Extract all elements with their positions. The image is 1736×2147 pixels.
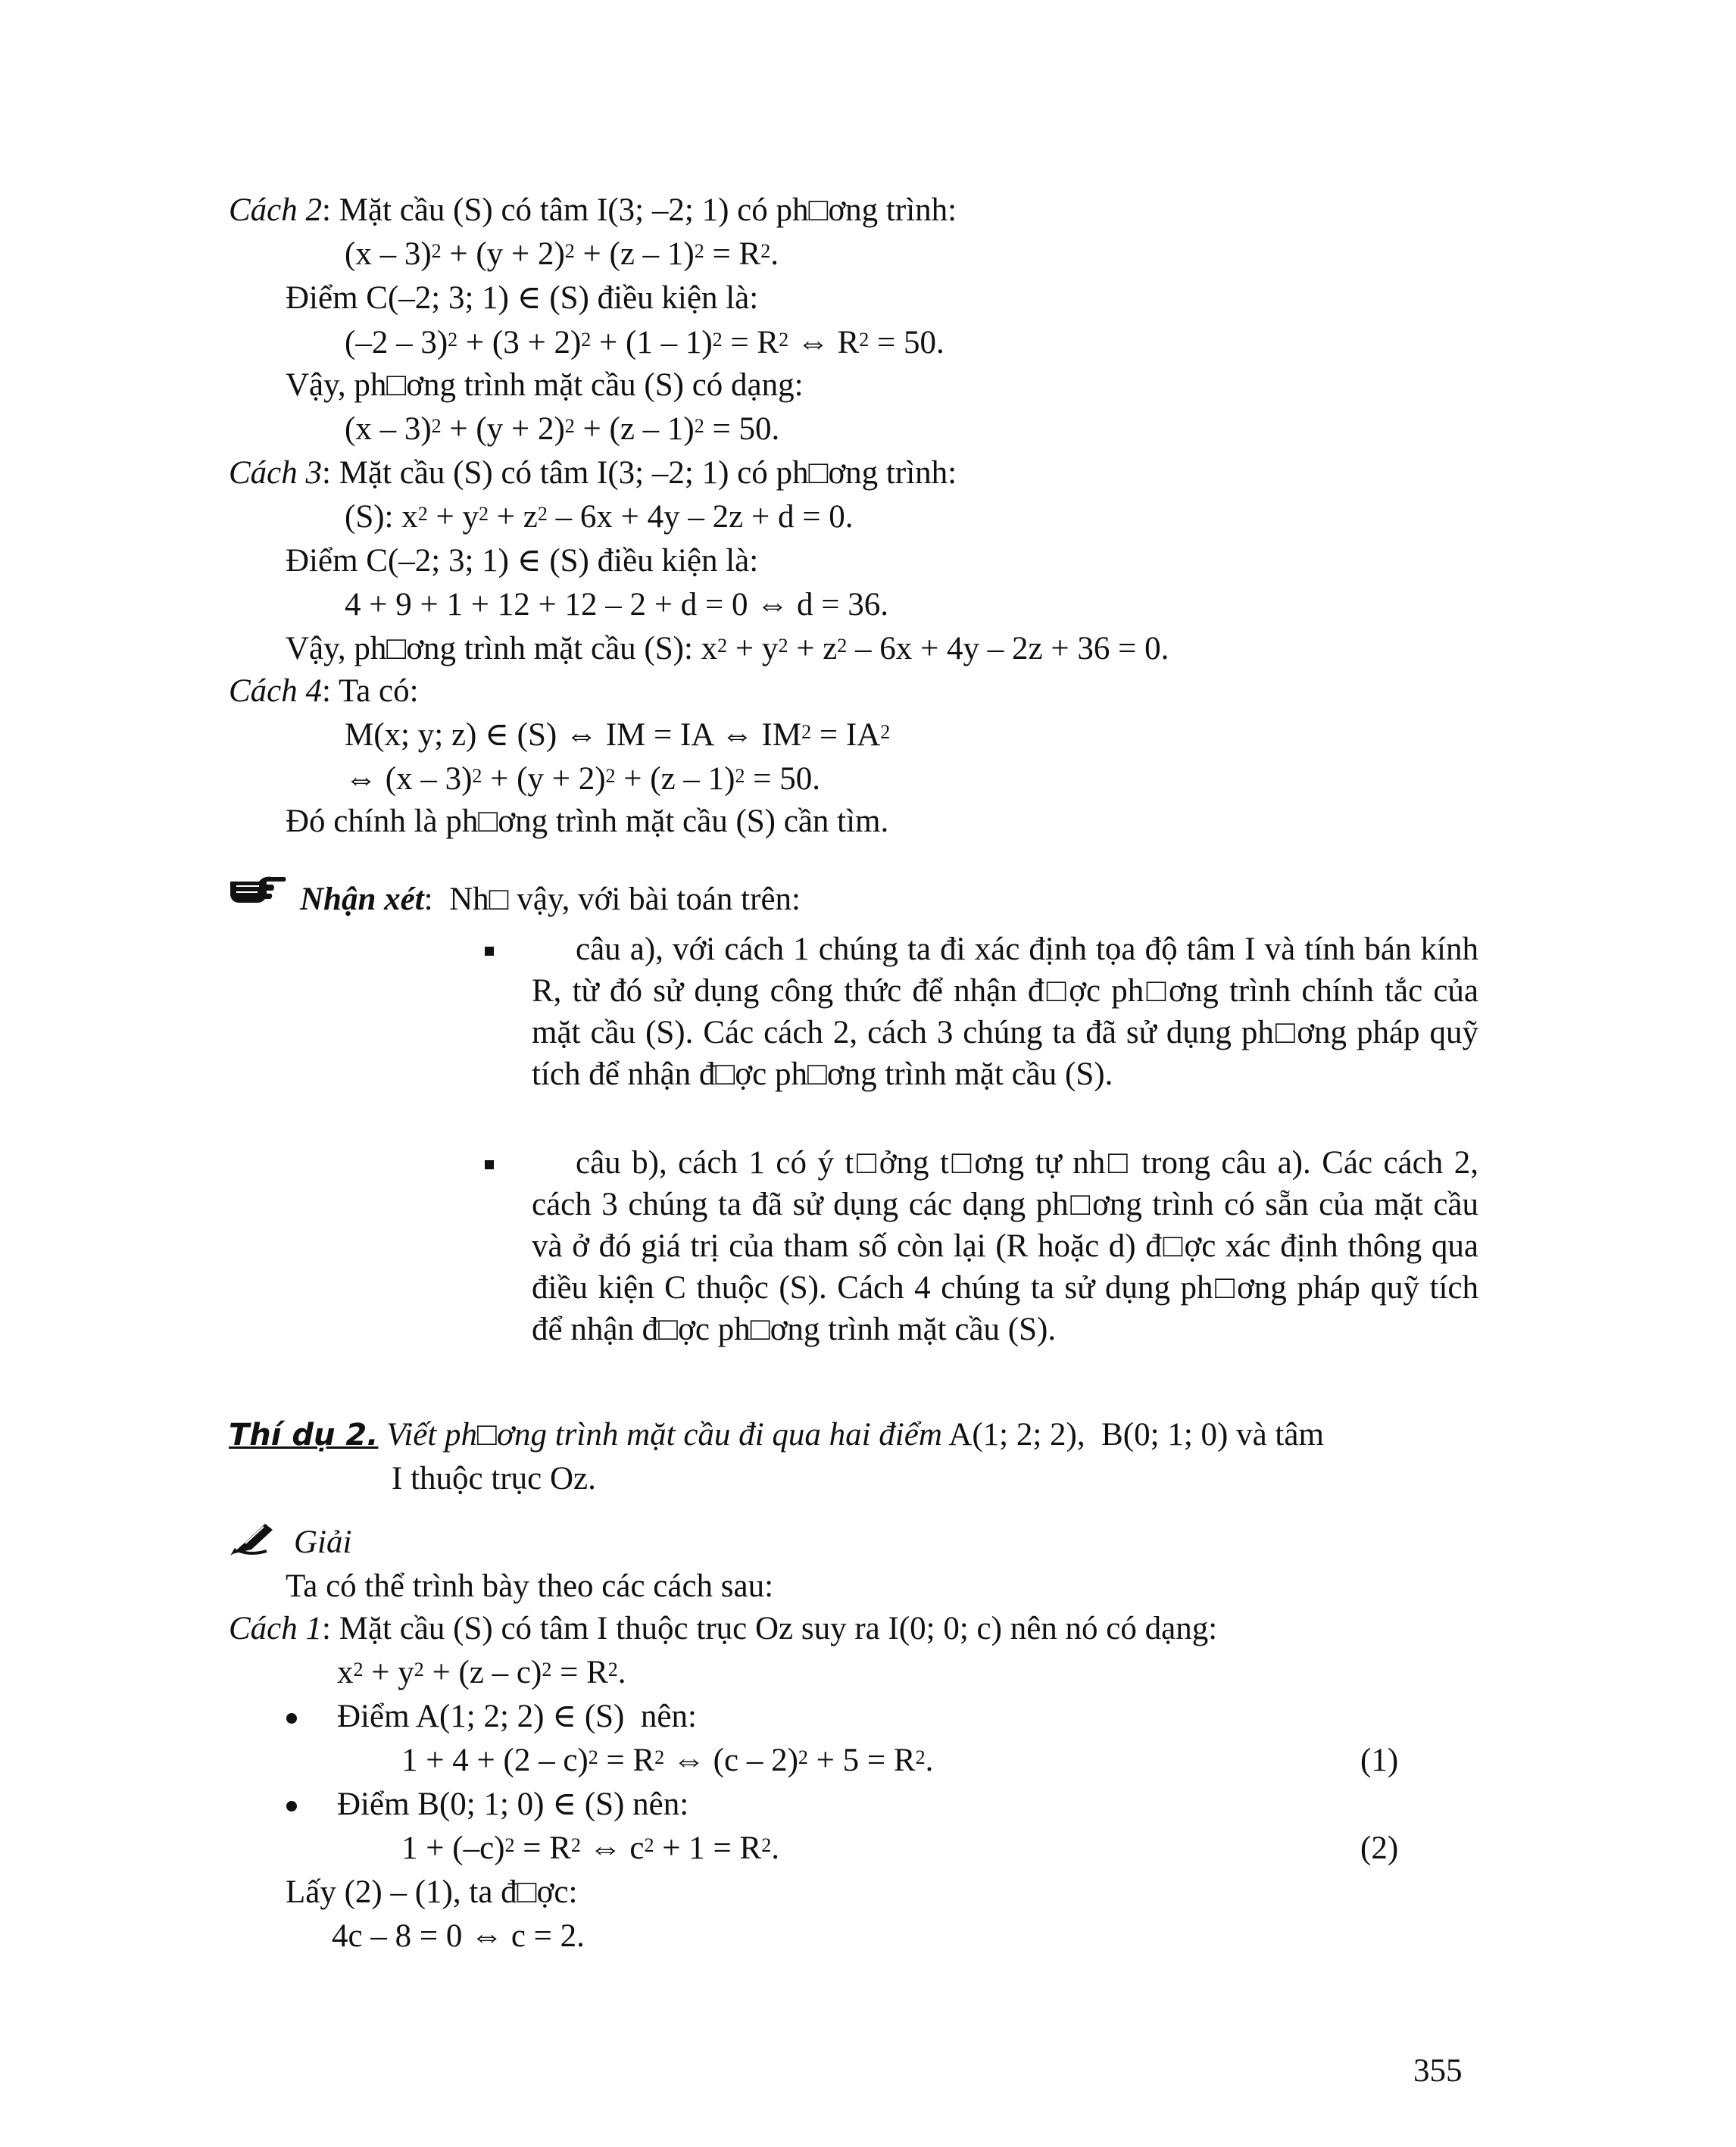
solution-eq0: $x^2 + y^2 + (z - c)^2 = R^2$. [337, 1655, 626, 1690]
remark-intro-line [300, 879, 801, 920]
solution-eqC: 4c – 8 = 0 ⇔ c = 2. [332, 1918, 585, 1954]
cach2-intro: : Mặt cầu (S) có tâm I(3; –2; 1) có ph□ơng trình: [322, 192, 957, 228]
cach4-intro: : Ta có: [322, 673, 419, 709]
cach4-eq1: M(x; y; z) ∈ (S) ⇔ IM = IA ⇔ $IM^2 = IA^2$ [345, 717, 891, 753]
solution-cach1-line [229, 1609, 1217, 1649]
cach4-eq2: ⇔ $(x - 3)^2 + (y + 2)^2 + (z - 1)^2 = 50$. [345, 761, 821, 797]
solution-cach1-intro: : Mặt cầu (S) có tâm I thuộc trục Oz suy ra I(0; 0; c) nên nó có dạng: [322, 1611, 1218, 1646]
solution-intro: Ta có thể trình bày theo các cách sau: [286, 1568, 774, 1604]
cach3-eq1: (S): $x^2 + y^2 + z^2 - 6x + 4y - 2z + d = 0$. [345, 499, 854, 535]
remark-bullet-1: câu a), với cách 1 chúng ta đi xác định tọa độ tâm I và tính bán kính R, từ đó sử dụng công thức để nhận đ□ợc ph□ơng trình chính tắc của mặt cầu (S). Các cách 2, cách 3 chúng ta đã sử dụng ph□ơng pháp quỹ tích để nhận đ□ợc ph□ơng trình mặt cầu (S). [532, 932, 1478, 1092]
cach3-concl: Vậy, ph□ơng trình mặt cầu (S): $x^2 + y^2 + z^2 - 6x + 4y - 2z + 36 = 0$. [286, 631, 1169, 666]
bullet-dot-icon [286, 1801, 297, 1812]
cach3-eq2: 4 + 9 + 1 + 12 + 12 – 2 + d = 0 ⇔ d = 36. [345, 587, 889, 623]
solution-tagB: (2) [1360, 1830, 1399, 1866]
cach2-cond: Điểm C(–2; 3; 1) ∈ (S) điều kiện là: [286, 280, 759, 316]
example2-text-rest: A(1; 2; 2), B(0; 1; 0) và tâm [948, 1417, 1324, 1453]
writing-hand-icon [229, 1521, 277, 1557]
cach3-cond: Điểm C(–2; 3; 1) ∈ (S) điều kiện là: [286, 543, 759, 579]
solution-eqA: $1 + 4 + (2 - c)^2 = R^2$ ⇔ $(c - 2)^2 + 5 = R^2$. [401, 1743, 934, 1778]
solution-cach1-label: Cách 1 [229, 1611, 323, 1646]
cach2-intro-line [229, 190, 957, 231]
remark-bullet-2: câu b), cách 1 có ý t□ởng t□ơng tự nh□ trong câu a). Các cách 2, cách 3 chúng ta đã sử dụng các dạng ph□ơng trình có sẵn của mặt cầu và ở đó giá trị của tham số còn lại (R hoặc d) đ□ợc xác định thông qua điều kiện C thuộc (S). Cách 4 chúng ta sử dụng ph□ơng pháp quỹ tích để nhận đ□ợc ph□ơng trình mặt cầu (S). [532, 1145, 1478, 1347]
bullet-square-icon [485, 947, 494, 956]
pointing-hand-icon [229, 871, 288, 904]
cach4-intro-line [229, 671, 419, 712]
solution-pointA: Điểm A(1; 2; 2) ∈ (S) nên: [337, 1699, 697, 1734]
solution-subtract: Lấy (2) – (1), ta đ□ợc: [286, 1874, 578, 1910]
cach2-label: Cách 2 [229, 192, 323, 228]
cach2-concl: Vậy, ph□ơng trình mặt cầu (S) có dạng: [286, 367, 804, 403]
page-number: 355 [1413, 2053, 1463, 2089]
cach2-eq1: $(x - 3)^2 + (y + 2)^2 + (z - 1)^2 = R^2$. [345, 236, 779, 272]
solution-pointB: Điểm B(0; 1; 0) ∈ (S) nên: [337, 1787, 689, 1822]
example2-line1 [229, 1415, 1324, 1456]
example2-line2: I thuộc trục Oz. [392, 1461, 596, 1496]
cach2-eq3: $(x - 3)^2 + (y + 2)^2 + (z - 1)^2 = 50$. [345, 411, 780, 447]
cach4-label: Cách 4 [229, 673, 323, 709]
solution-tagA: (1) [1360, 1743, 1399, 1778]
cach3-label: Cách 3 [229, 455, 323, 491]
remark-intro: : Nh□ vậy, với bài toán trên: [423, 882, 801, 917]
solution-eqB: $1 + (-c)^2 = R^2$ ⇔ $c^2 + 1 = R^2$. [401, 1830, 779, 1866]
example2-heading: Thí dụ 2. [229, 1418, 379, 1453]
example2-text-italic: Viết ph□ơng trình mặt cầu đi qua hai điểm [386, 1417, 942, 1453]
cach4-concl: Đó chính là ph□ơng trình mặt cầu (S) cần tìm. [286, 804, 889, 839]
cach3-intro-line [229, 453, 957, 494]
remark-label: Nhận xét [300, 882, 424, 917]
solution-label: Giải [294, 1524, 352, 1560]
bullet-square-icon [485, 1160, 494, 1169]
bullet-dot-icon [286, 1713, 297, 1724]
cach2-eq2: $(-2 - 3)^2 + (3 + 2)^2 + (1 - 1)^2 = R^2$ ⇔ $R^2 = 50$. [345, 325, 944, 360]
cach3-intro: : Mặt cầu (S) có tâm I(3; –2; 1) có ph□ơng trình: [322, 455, 957, 491]
